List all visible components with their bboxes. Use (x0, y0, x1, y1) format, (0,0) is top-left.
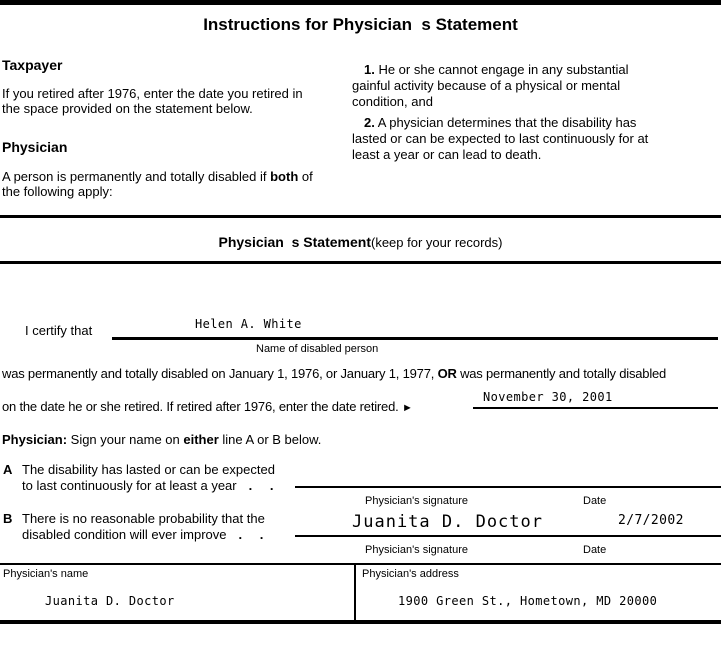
physician-address-label: Physician's address (362, 568, 459, 580)
physician-name-label: Physician's name (3, 568, 89, 580)
taxpayer-paragraph (2, 86, 348, 116)
physician-paragraph (2, 169, 348, 199)
line-b-signature-caption: Physician's signature (365, 544, 468, 556)
date-retired-fill-line[interactable] (473, 407, 718, 409)
name-caption: Name of disabled person (256, 343, 379, 355)
signature-date-field[interactable]: 2/7/2002 (618, 513, 684, 528)
line-a-signature-caption: Physician's signature (365, 495, 468, 507)
statement-heading-normal: (keep for your records) (371, 235, 503, 250)
taxpayer-line: the space provided on the statement below. (2, 101, 253, 116)
dot-leader: . . (238, 527, 264, 542)
taxpayer-line: If you retired after 1976, enter the date you retired in (2, 86, 303, 101)
sign-instruction: Physician: Sign your name on either line A or B below. (2, 432, 322, 447)
line-a-letter: A (3, 462, 13, 477)
page-title: Instructions for Physician s Statement (203, 15, 518, 34)
footer-box-divider (354, 563, 356, 624)
numbered-item-1: 1. He or she cannot engage in any substantial gainful activity because of a physical or mental condition, and (352, 62, 629, 109)
statement-body-line-2: on the date he or she retired. If retired after 1976, enter the date retired. ► (2, 399, 413, 414)
statement-heading (0, 234, 721, 250)
instructions-right-column (352, 62, 720, 163)
taxpayer-heading: Taxpayer (2, 57, 63, 73)
arrow-right-icon: ► (401, 402, 413, 414)
signature-line-a[interactable] (295, 486, 721, 488)
statement-body-line-1: was permanently and totally disabled on January 1, 1976, or January 1, 1977, OR was permanently and totally disabled (2, 366, 667, 381)
line-b-letter: B (3, 511, 13, 526)
statement-heading-bold: Physician s Statement (218, 234, 371, 250)
signature-line-b[interactable] (295, 535, 721, 537)
statement-bottom-rule (0, 261, 721, 264)
footer-box-bottom-rule (0, 620, 721, 624)
certify-label: I certify that (25, 323, 93, 338)
physician-heading: Physician (2, 139, 68, 155)
physician-signature-field[interactable]: Juanita D. Doctor (352, 512, 543, 532)
line-a-text: The disability has lasted or can be expected to last continuously for at least a year . . (22, 462, 275, 493)
line-b-text: There is no reasonable probability that the disabled condition will ever improve . . (22, 511, 265, 542)
top-divider-bar (0, 0, 721, 5)
line-b-date-caption: Date (583, 544, 607, 556)
physician-line: the following apply: (2, 184, 113, 199)
physician-address-field[interactable]: 1900 Green St., Hometown, MD 20000 (398, 594, 658, 608)
physician-line: A person is permanently and totally disabled if both of (2, 169, 313, 184)
footer-box-top-rule (0, 563, 721, 565)
name-fill-line[interactable] (112, 337, 718, 340)
dot-leader: . . (248, 478, 274, 493)
line-a-date-caption: Date (583, 495, 607, 507)
instructions-left-column (2, 57, 348, 199)
numbered-item-2: 2. A physician determines that the disability has lasted or can be expected to last continuously for at least a year or can lead to death. (352, 115, 649, 162)
date-retired-field[interactable]: November 30, 2001 (483, 390, 613, 404)
statement-top-rule (0, 215, 721, 218)
disabled-person-name-field[interactable]: Helen A. White (195, 317, 302, 331)
physician-name-field[interactable]: Juanita D. Doctor (45, 594, 175, 608)
